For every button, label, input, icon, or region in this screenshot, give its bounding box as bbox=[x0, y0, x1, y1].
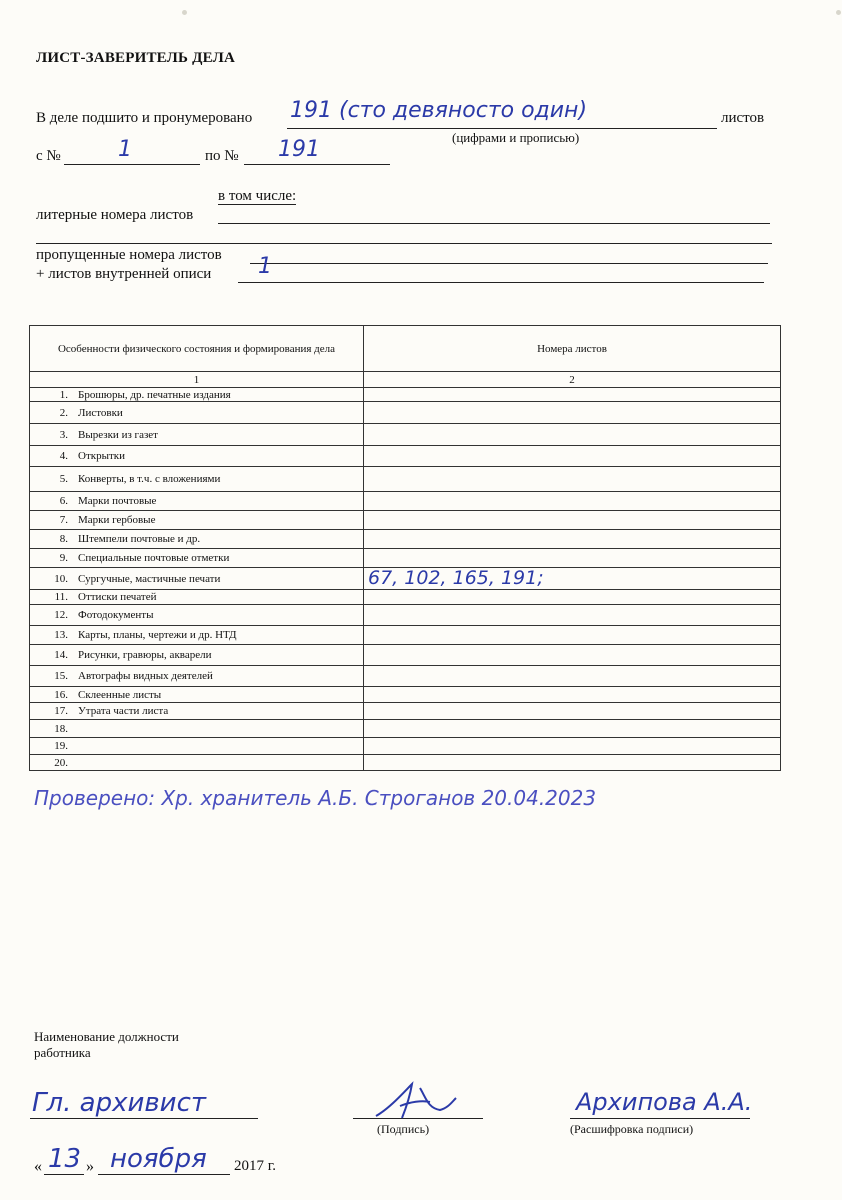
handwritten-count: 191 (сто девяносто один) bbox=[290, 98, 588, 123]
table-row bbox=[30, 446, 781, 467]
row-number: 6. bbox=[59, 495, 68, 507]
row-number: 17. bbox=[54, 705, 68, 717]
row-label: Марки почтовые bbox=[78, 495, 157, 507]
row-number: 2. bbox=[59, 406, 68, 419]
date-open-quote: « bbox=[34, 1158, 42, 1175]
row-number: 8. bbox=[59, 533, 68, 545]
row-number: 11. bbox=[54, 591, 68, 603]
row-label: Листовки bbox=[78, 406, 123, 419]
intro-prefix: В деле подшито и пронумеровано bbox=[36, 110, 253, 126]
table-row bbox=[30, 402, 781, 424]
row-sheet-numbers[interactable] bbox=[364, 687, 781, 703]
inner-inventory-field[interactable] bbox=[238, 264, 764, 283]
date-day: 13 bbox=[48, 1144, 82, 1174]
intro-suffix: листов bbox=[721, 110, 765, 126]
row-label: Утрата части листа bbox=[78, 705, 169, 717]
to-label: по № bbox=[205, 148, 239, 164]
row-label: Сургучные, мастичные печати bbox=[78, 572, 221, 585]
row-sheet-numbers[interactable] bbox=[364, 511, 781, 530]
table-row bbox=[30, 530, 781, 549]
row-number: 19. bbox=[54, 740, 68, 752]
table-row bbox=[30, 703, 781, 720]
row-sheet-numbers[interactable] bbox=[364, 626, 781, 645]
row-feature-cell bbox=[30, 467, 364, 492]
date-year: 2017 г. bbox=[234, 1158, 276, 1174]
date-close-quote: » bbox=[86, 1158, 94, 1175]
row-feature-cell bbox=[30, 511, 364, 530]
row-feature-cell bbox=[30, 492, 364, 511]
position-label: Наименование должности работника bbox=[34, 1029, 179, 1060]
row-label: Брошюры, др. печатные издания bbox=[78, 388, 231, 401]
row-feature-cell bbox=[30, 590, 364, 605]
row-number: 7. bbox=[59, 514, 68, 526]
inner-inventory-value: 1 bbox=[258, 254, 272, 279]
col-num2: 2 bbox=[364, 372, 781, 388]
table-row bbox=[30, 424, 781, 446]
features-table bbox=[29, 325, 781, 771]
row-number: 10. bbox=[54, 572, 68, 585]
row-feature-cell bbox=[30, 424, 364, 446]
table-row bbox=[30, 645, 781, 666]
row-feature-cell bbox=[30, 755, 364, 771]
row-feature-cell bbox=[30, 402, 364, 424]
row-sheet-numbers[interactable] bbox=[364, 590, 781, 605]
row-label: Вырезки из газет bbox=[78, 428, 158, 441]
row-sheet-numbers[interactable] bbox=[364, 666, 781, 687]
row-sheet-numbers[interactable] bbox=[364, 738, 781, 755]
header-col1: Особенности физического состояния и формирования дела bbox=[30, 326, 364, 372]
row-feature-cell bbox=[30, 626, 364, 645]
letter-numbers-field-2[interactable] bbox=[36, 225, 772, 244]
including-label: в том числе: bbox=[218, 188, 297, 204]
row-number: 12. bbox=[54, 609, 68, 621]
row-number: 15. bbox=[54, 670, 68, 682]
table-row bbox=[30, 549, 781, 568]
inner-inventory-label: + листов внутренней описи bbox=[36, 266, 212, 282]
row-sheet-numbers-value: 67, 102, 165, 191; bbox=[368, 566, 544, 589]
row-feature-cell bbox=[30, 645, 364, 666]
table-row bbox=[30, 738, 781, 755]
to-value: 191 bbox=[278, 137, 320, 162]
table-row bbox=[30, 626, 781, 645]
from-value: 1 bbox=[118, 137, 132, 162]
verification-stamp: Проверено: Хр. хранитель А.Б. Строганов 20.04.2023 bbox=[34, 786, 597, 810]
table-row bbox=[30, 511, 781, 530]
row-sheet-numbers[interactable] bbox=[364, 645, 781, 666]
row-feature-cell bbox=[30, 388, 364, 402]
row-number: 20. bbox=[54, 756, 68, 769]
row-sheet-numbers[interactable] bbox=[364, 568, 781, 590]
row-feature-cell bbox=[30, 720, 364, 738]
row-label: Марки гербовые bbox=[78, 514, 156, 526]
row-label: Конверты, в т.ч. с вложениями bbox=[78, 473, 221, 485]
table-row bbox=[30, 755, 781, 771]
row-label: Фотодокументы bbox=[78, 609, 154, 621]
row-feature-cell bbox=[30, 687, 364, 703]
row-label: Карты, планы, чертежи и др. НТД bbox=[78, 629, 237, 641]
row-sheet-numbers[interactable] bbox=[364, 446, 781, 467]
row-label: Склеенные листы bbox=[78, 688, 162, 701]
row-label: Специальные почтовые отметки bbox=[78, 552, 230, 564]
intro-hint: (цифрами и прописью) bbox=[452, 130, 580, 145]
row-number: 14. bbox=[54, 649, 68, 661]
row-number: 3. bbox=[59, 428, 68, 441]
row-label: Оттиски печатей bbox=[78, 591, 157, 603]
row-feature-cell bbox=[30, 446, 364, 467]
row-number: 18. bbox=[54, 722, 68, 735]
date-month: ноября bbox=[110, 1144, 207, 1174]
document-title: ЛИСТ-ЗАВЕРИТЕЛЬ ДЕЛА bbox=[36, 50, 236, 66]
row-sheet-numbers[interactable] bbox=[364, 388, 781, 402]
table-row bbox=[30, 568, 781, 590]
decoding-value: Архипова А.А. bbox=[576, 1088, 753, 1116]
row-label: Открытки bbox=[78, 450, 126, 462]
position-value: Гл. архивист bbox=[32, 1088, 207, 1118]
row-label: Штемпели почтовые и др. bbox=[78, 533, 201, 545]
row-sheet-numbers[interactable] bbox=[364, 703, 781, 720]
from-label: с № bbox=[36, 148, 61, 164]
row-sheet-numbers[interactable] bbox=[364, 720, 781, 738]
table-row bbox=[30, 687, 781, 703]
skipped-numbers-label: пропущенные номера листов bbox=[36, 247, 222, 263]
row-sheet-numbers[interactable] bbox=[364, 605, 781, 626]
row-feature-cell bbox=[30, 605, 364, 626]
signature-mark bbox=[370, 1078, 460, 1124]
letter-numbers-field[interactable] bbox=[218, 205, 770, 224]
table-row bbox=[30, 720, 781, 738]
row-sheet-numbers[interactable] bbox=[364, 402, 781, 424]
table-row bbox=[30, 666, 781, 687]
row-number: 13. bbox=[54, 629, 68, 641]
row-sheet-numbers[interactable] bbox=[364, 424, 781, 446]
row-sheet-numbers[interactable] bbox=[364, 467, 781, 492]
row-feature-cell bbox=[30, 568, 364, 590]
row-sheet-numbers[interactable] bbox=[364, 755, 781, 771]
decoding-label: (Расшифровка подписи) bbox=[570, 1122, 694, 1136]
row-feature-cell bbox=[30, 549, 364, 568]
skipped-numbers-field[interactable] bbox=[250, 245, 768, 264]
row-feature-cell bbox=[30, 738, 364, 755]
table-row bbox=[30, 492, 781, 511]
col-num1: 1 bbox=[30, 372, 364, 388]
table-row bbox=[30, 605, 781, 626]
row-number: 5. bbox=[59, 473, 68, 485]
table-row bbox=[30, 467, 781, 492]
row-label: Рисунки, гравюры, акварели bbox=[78, 649, 212, 661]
table-row bbox=[30, 388, 781, 402]
row-number: 16. bbox=[54, 688, 68, 701]
row-number: 9. bbox=[59, 552, 68, 564]
row-number: 1. bbox=[59, 388, 68, 401]
row-number: 4. bbox=[59, 450, 68, 462]
row-feature-cell bbox=[30, 530, 364, 549]
header-col2: Номера листов bbox=[364, 326, 781, 372]
row-sheet-numbers[interactable] bbox=[364, 530, 781, 549]
table-row bbox=[30, 590, 781, 605]
row-sheet-numbers[interactable] bbox=[364, 492, 781, 511]
row-label: Автографы видных деятелей bbox=[78, 670, 213, 682]
row-feature-cell bbox=[30, 666, 364, 687]
signature-label: (Подпись) bbox=[377, 1122, 430, 1136]
row-sheet-numbers[interactable] bbox=[364, 549, 781, 568]
row-feature-cell bbox=[30, 703, 364, 720]
from-field[interactable] bbox=[64, 146, 200, 165]
letter-numbers-label: литерные номера листов bbox=[36, 207, 194, 223]
